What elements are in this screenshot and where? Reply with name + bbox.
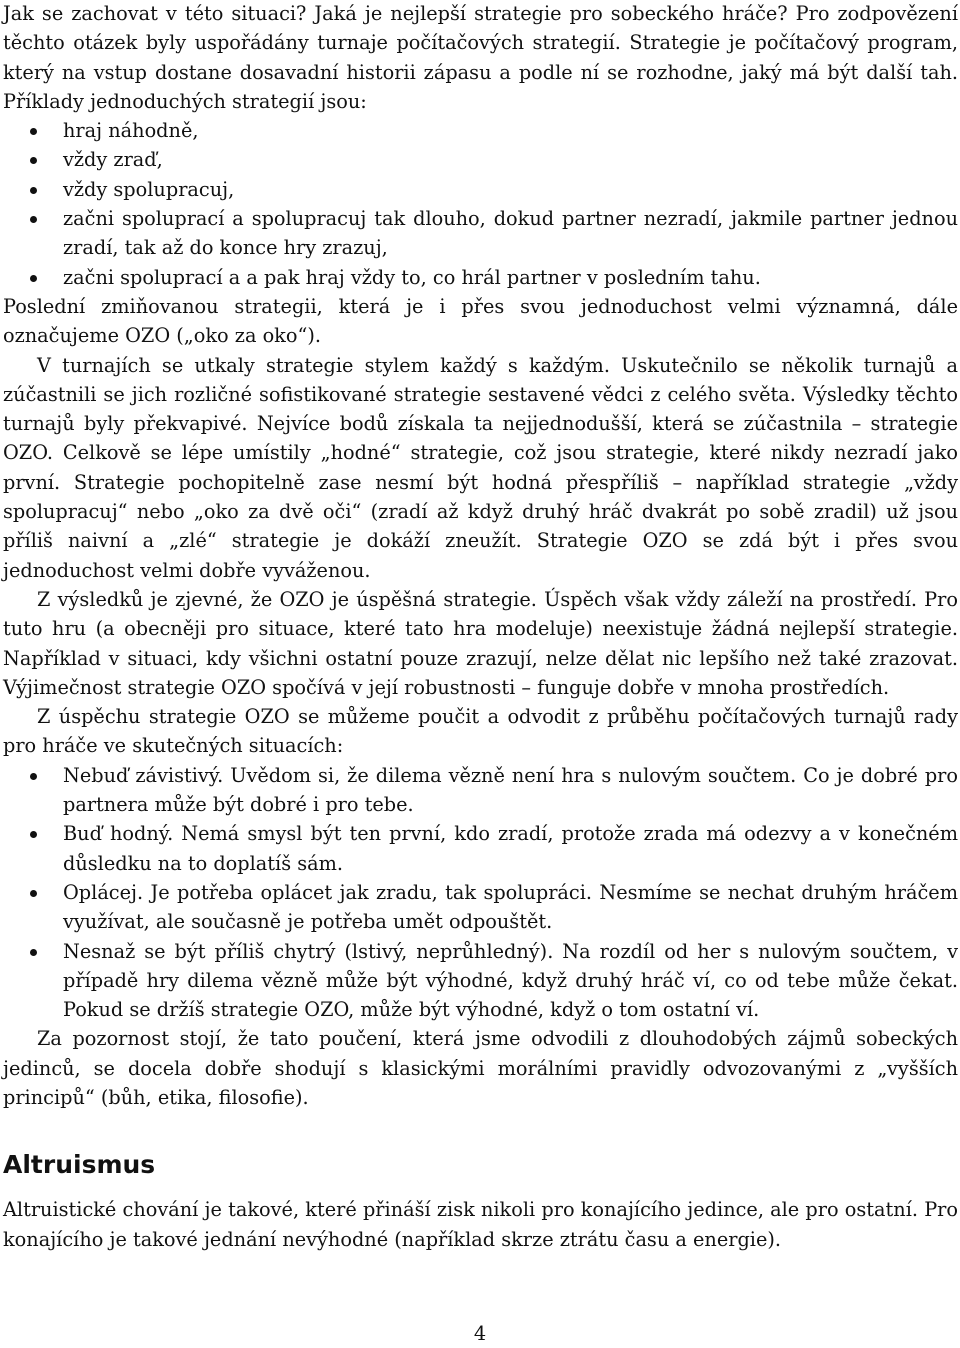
bullet-icon: [30, 949, 37, 956]
bullet-icon: [30, 128, 37, 135]
tournament-paragraph: V turnajích se utkaly strategie stylem každý s každým. Uskutečnilo se několik turnajů a zúčastnili se jich rozličné sofistikované strategie sestavené vědci z celého světa. Výsledky těchto turnajů byly překvapivé. Nejvíce bodů získala ta nejjednodušší, která se zúčastnila – strategie OZO. Celkově se lépe umístily „hodné“ strategie, což jsou strategie, které nikdy nezradí jako první. Strategie pochopitelně zase nesmí být hodná přespříliš – například strategie „vždy spolupracuj“ nebo „oko za dvě oči“ (zradí až když druhý hráč dvakrát po sobě zradil) už jsou příliš naivní a „zlé“ strategie je dokáží zneužít. Strategie OZO se zdá být i přes svou jednoduchost velmi dobře vyváženou.: [3, 353, 958, 582]
list-item: vždy spolupracuj,: [3, 175, 958, 204]
page-number: 4: [473, 1322, 487, 1345]
bullet-icon: [30, 157, 37, 164]
list-item: začni spoluprací a spolupracuj tak dlouho, dokud partner nezradí, jakmile partner jednou zradí, tak až do konce hry zrazuj,: [3, 204, 958, 263]
strategy-examples-list: [3, 116, 958, 292]
bullet-icon: [30, 216, 37, 223]
list-item: Nesnaž se být příliš chytrý (lstivý, neprůhledný). Na rozdíl od her s nulovým součtem, v případě hry dilema vězně může být výhodné, když druhý hráč ví, co od tebe může čekat. Pokud se držíš strategie OZO, může být výhodné, když o tom ostatní ví.: [3, 937, 958, 1025]
section-heading: Altruismus: [3, 1150, 156, 1180]
bullet-icon: [30, 773, 37, 780]
bullet-icon: [30, 275, 37, 282]
closing-paragraph: Za pozornost stojí, že tato poučení, která jsme odvodili z dlouhodobých zájmů sobeckých jedinců, se docela dobře shodují s klasickými morálními pravidly odvozovanými z „vyšších principů“ (bůh, etika, filosofie).: [3, 1027, 958, 1109]
bullet-icon: [30, 890, 37, 897]
bullet-icon: [30, 187, 37, 194]
list-item: Oplácej. Je potřeba oplácet jak zradu, tak spolupráci. Nesmíme se nechat druhým hráčem využívat, ale současně je potřeba umět odpouštět.: [3, 878, 958, 937]
altruism-paragraph: Altruistické chování je takové, které přináší zisk nikoli pro konajícího jedince, ale pro ostatní. Pro konajícího je takové jednání nevýhodné (například skrze ztrátu času a energie).: [3, 1198, 958, 1251]
list-item: Buď hodný. Nemá smysl být ten první, kdo zradí, protože zrada má odezvy a v konečném důsledku na to doplatíš sám.: [3, 819, 958, 878]
lessons-list: [3, 761, 958, 1025]
list-item: Nebuď závistivý. Uvědom si, že dilema vězně není hra s nulovým součtem. Co je dobré pro partnera může být dobré i pro tebe.: [3, 761, 958, 820]
list-item: vždy zraď,: [3, 145, 958, 174]
lessons-intro-paragraph: Z úspěchu strategie OZO se můžeme poučit a odvodit z průběhu počítačových turnajů rady pro hráče ve skutečných situacích:: [3, 705, 958, 758]
list-item: hraj náhodně,: [3, 116, 958, 145]
ozo-definition-paragraph: Poslední zmiňovanou strategii, která je i přes svou jednoduchost velmi významná, dále označujeme OZO („oko za oko“).: [3, 294, 958, 348]
bullet-icon: [30, 831, 37, 838]
results-paragraph: Z výsledků je zjevné, že OZO je úspěšná strategie. Úspěch však vždy záleží na prostředí. Pro tuto hru (a obecněji pro situace, které tato hra modeluje) neexistuje žádná nejlepší strategie. Například v situaci, kdy všichni ostatní pouze zrazují, nelze dělat nic lepšího než také zrazovat. Výjimečnost strategie OZO spočívá v její robustnosti – funguje dobře v mnoha prostředích.: [3, 587, 958, 699]
intro-paragraph: Jak se zachovat v této situaci? Jaká je nejlepší strategie pro sobeckého hráče? Pro zodpovězení těchto otázek byly uspořádány turnaje počítačových strategií. Strategie je počítačový program, který na vstup dostane dosavadní historii zápasu a podle ní se rozhodne, jaký má být další tah. Příklady jednoduchých strategií jsou:: [3, 2, 958, 113]
list-item: začni spoluprací a a pak hraj vždy to, co hrál partner v posledním tahu.: [3, 263, 958, 292]
document-page: [3, 0, 958, 1254]
